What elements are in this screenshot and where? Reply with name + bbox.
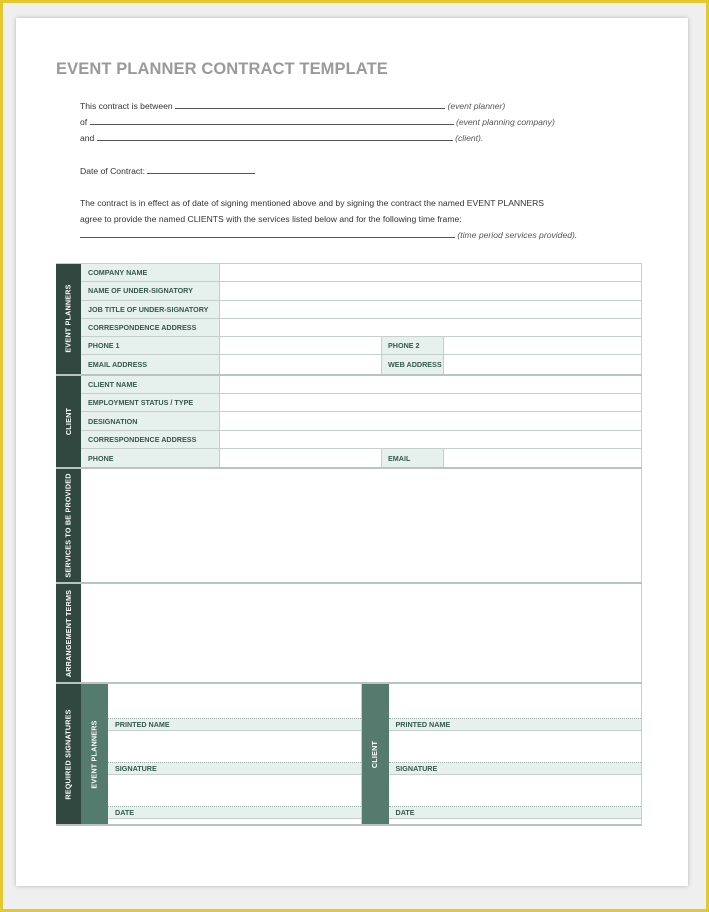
planner-name-blank[interactable] [175, 101, 445, 109]
under-signatory-label: NAME OF UNDER-SIGNATORY [81, 282, 220, 299]
designation-label: DESIGNATION [81, 412, 220, 429]
table-row [81, 431, 642, 449]
planner-address-field[interactable] [220, 319, 642, 336]
planner-signature-band: EVENT PLANNERS [81, 684, 108, 824]
effect-line-1: The contract is in effect as of date of signing mentioned above and by signing the contract the named EVENT PLANNERS [80, 198, 545, 208]
planner-printed-name-field[interactable] [108, 684, 361, 718]
client-band: CLIENT [56, 376, 81, 467]
services-section [56, 469, 642, 584]
designation-field[interactable] [220, 412, 642, 429]
client-name-field[interactable] [220, 376, 642, 393]
client-name-blank[interactable] [97, 133, 453, 141]
web-address-field[interactable] [444, 355, 642, 373]
table-row [81, 412, 642, 430]
planner-address-label: CORRESPONDENCE ADDRESS [81, 319, 220, 336]
job-title-label: JOB TITLE OF UNDER-SIGNATORY [81, 301, 220, 318]
web-address-label: WEB ADDRESS [382, 355, 444, 373]
event-planners-section [56, 263, 642, 376]
table-row [81, 337, 642, 355]
table-row [81, 449, 642, 467]
services-band: SERVICES TO BE PROVIDED [56, 469, 81, 582]
arrangement-section [56, 584, 642, 684]
planner-signature-block [81, 684, 362, 824]
client-phone-label: PHONE [81, 449, 220, 467]
planner-signature-label: SIGNATURE [108, 762, 361, 775]
client-address-label: CORRESPONDENCE ADDRESS [81, 431, 220, 448]
client-signature-band: CLIENT [362, 684, 389, 824]
job-title-field[interactable] [220, 301, 642, 318]
table-row [81, 301, 642, 319]
document-title: EVENT PLANNER CONTRACT TEMPLATE [56, 60, 388, 78]
table-row [81, 282, 642, 300]
employment-label: EMPLOYMENT STATUS / TYPE [81, 394, 220, 411]
document-page [16, 18, 688, 886]
table-row [81, 319, 642, 337]
event-planners-band: EVENT PLANNERS [56, 264, 81, 374]
planner-date-label: DATE [108, 806, 361, 819]
client-email-field[interactable] [444, 449, 642, 467]
effect-line-2: agree to provide the named CLIENTS with the services listed below and for the following time frame: [80, 214, 462, 224]
client-section [56, 376, 642, 469]
company-name-label: COMPANY NAME [81, 264, 220, 281]
arrangement-band: ARRANGEMENT TERMS [56, 584, 81, 682]
company-name-blank[interactable] [90, 117, 454, 125]
client-name-label: CLIENT NAME [81, 376, 220, 393]
table-row [81, 376, 642, 394]
table-row [81, 394, 642, 412]
client-signature-field[interactable] [389, 731, 642, 762]
date-blank[interactable] [147, 166, 255, 174]
company-name-field[interactable] [220, 264, 642, 281]
phone1-label: PHONE 1 [81, 337, 220, 354]
planner-email-field[interactable] [220, 355, 382, 373]
client-date-field[interactable] [389, 775, 642, 806]
intro-line-planner: This contract is between (event planner) [80, 101, 506, 111]
signatures-section [56, 684, 642, 826]
planner-date-field[interactable] [108, 775, 361, 806]
client-signature-block [362, 684, 643, 824]
date-of-contract: Date of Contract: [80, 166, 255, 176]
timeframe-blank[interactable] [80, 230, 455, 238]
client-date-label: DATE [389, 806, 642, 819]
intro-line-client: and (client). [80, 133, 484, 143]
client-phone-field[interactable] [220, 449, 382, 467]
client-address-field[interactable] [220, 431, 642, 448]
phone1-field[interactable] [220, 337, 382, 354]
phone2-field[interactable] [444, 337, 642, 354]
services-field[interactable] [81, 469, 642, 582]
arrangement-field[interactable] [81, 584, 642, 682]
planner-email-label: EMAIL ADDRESS [81, 355, 220, 373]
table-row [81, 264, 642, 282]
planner-printed-name-label: PRINTED NAME [108, 718, 361, 731]
client-printed-name-field[interactable] [389, 684, 642, 718]
phone2-label: PHONE 2 [382, 337, 444, 354]
client-printed-name-label: PRINTED NAME [389, 718, 642, 731]
signatures-band: REQUIRED SIGNATURES [56, 684, 81, 824]
contract-form [56, 263, 642, 826]
employment-field[interactable] [220, 394, 642, 411]
under-signatory-field[interactable] [220, 282, 642, 299]
timeframe-line: (time period services provided). [80, 230, 577, 240]
client-email-label: EMAIL [382, 449, 444, 467]
client-signature-label: SIGNATURE [389, 762, 642, 775]
intro-line-company: of (event planning company) [80, 117, 555, 127]
planner-signature-field[interactable] [108, 731, 361, 762]
table-row [81, 355, 642, 373]
